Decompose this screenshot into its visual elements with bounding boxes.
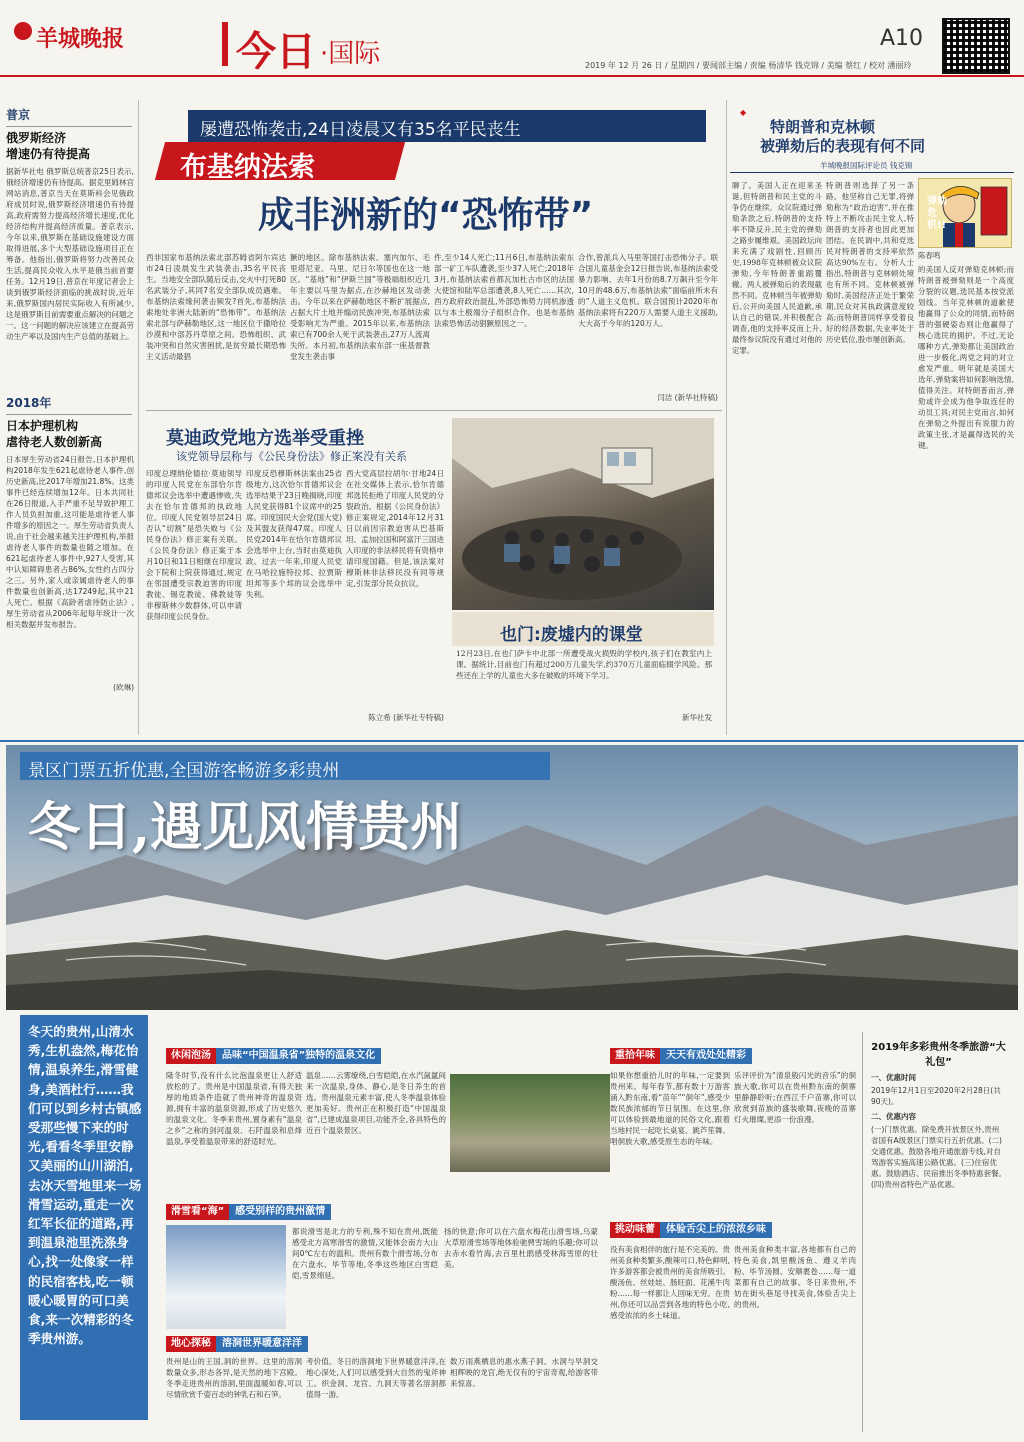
new-year-col-1: 如果你想重拾儿时的年味,一定要到贵州来。每年春节,都有数十万游客涌入黔东南,看“苗年”“侗年”,感受少数民族浓郁的节日氛围。在这里,你可以体验到最地道的民俗文化,跟着当地村民一起吃长桌宴、跳芦笙舞、唱侗族大歌,感受原生态的年味。 [610, 1071, 730, 1146]
ski-col-1: 都说滑雪是北方的专利,殊不知在贵州,既能感受北方高寒滑雪的激情,又能体会南方大山间0℃左右的温和。贵州有数个滑雪场,分布在六盘水、毕节等地,冬季这些地区白雪皑皑,雪景绵延。 [292, 1227, 438, 1280]
photo-hot-spring [450, 1074, 610, 1172]
section-food-header [610, 1222, 772, 1238]
section-tag: 挑动味蕾 [610, 1222, 660, 1238]
hot-spring-col-1: 隆冬时节,没有什么比泡温泉更让人舒适放松的了。贵州是中国温泉省,有得天独厚的地质条件造就了贵州神奇的温泉资源,拥有丰富的温泉资源,形成了历史悠久的温泉文化。冬季来贵州,置身素有“温泉之乡”之称的剑河温泉、石阡温泉和息烽温泉,享受着温泉带来的舒适时光。 [166, 1071, 302, 1146]
section-new-year-header [610, 1048, 752, 1064]
burkina-col-4: 合作,曾派兵入马里等国打击恐怖分子。联合国儿童基金会12日报告说,布基纳法索受暴力影响、去年1月份的8.7万飙升至今年10月的48.6万,布基纳法索“面临前所未有的”人道主义危机。联合国预计2020年布基纳法索将有220万人需要人道主义援助,大大高于今年的120万人。 [578, 253, 718, 328]
modi-headline: 莫迪政党地方选举受重挫 [166, 428, 364, 449]
divider [146, 410, 722, 411]
burkina-col-3: 件,至少14人死亡;11月6日,布基纳法索东部一矿工车队遭袭,至少37人死亡;2018年3月,布基纳法索首都瓦加杜古市区的法国大使馆和陆军总部遭袭,8人死亡……其次,西方政府政治混乱,外部恐怖势力同机渗透以与本土极端分子组织合作。也是布基纳法索恐怖活动猖獗原因之一。 [434, 253, 574, 328]
modi-col-1: 印度总理纳伦德拉·莫迪领导的印度人民党在东部恰尔肯德邦议会选举中遭遇惨败,失去在恰尔肯德邦的执政地位。印度人民党领导层24日否认“切割”是恐失败与《公民身份法》修正案有关联。《公民身份法》修正案于本月10日和11日相继在印度议会下院和上院获得通过,规定在邻国遭受宗教迫害的印度教徒、锡克教徒、佛教徒等非穆斯林少数群体,可以申请获得印度公民身份。 [146, 469, 242, 621]
sidebar-text-2: (一)门票优惠。除免费开放景区外,贵州省国有A级景区门票实行五折优惠。(二)交通优惠。鼓励各地开通旅游专线,对自驾游客实施高速公路优惠。(三)住宿优惠。鼓励酒店、民宿推出冬季特惠套餐。(四)贵州省特色产品优惠。 [871, 1125, 1006, 1189]
sidebar-title: 2019年多彩贵州冬季旅游“大礼包” [871, 1042, 1006, 1068]
section-title: 天天有戏处处精彩 [660, 1048, 752, 1064]
trump-headline-1: 特朗普和克林顿 [770, 118, 876, 136]
left-column [6, 106, 134, 733]
section-hot-spring-header [166, 1048, 381, 1064]
headline-japan-2: 虐待老人数创新高 [6, 435, 103, 449]
section-tag: 重拾年味 [610, 1048, 660, 1064]
cave-col-3: 数万雨燕栖息的惠水燕子洞、水洞与旱洞交相辉映的龙宫,绝无仅有的宇宙奇观,给游客带来惊喜。 [450, 1357, 598, 1388]
sidebar-heading-2: 二、优惠内容 [871, 1112, 916, 1121]
trump-col-3: 的美国人反对弹劾克林顿;而特朗普被弹劾则是一个高度分裂的议题,选民基本按党派划线。当年克林顿的道歉使他赢得了公众的同情,而特朗普的强硬姿态则让他赢得了核心选民的拥护。不过,无论哪种方式,弹劾都让美国政治进一步极化,两党之间的对立愈发严重。明年就是美国大选年,弹劾案将如何影响选情,值得关注。对特朗普而言,弹劾或许会成为他争取连任的动员工具;对民主党而言,如何在弹劾之外提出有说服力的政策主张,才是赢得选民的关键。 [918, 265, 1014, 450]
section-ski-header [166, 1204, 331, 1220]
photo-caption-credit: 新华社发 [682, 713, 712, 722]
sidebar-heading-1: 一、优惠时间 [871, 1073, 916, 1082]
headline-japan-1: 日本护理机构 [6, 419, 79, 433]
hot-spring-col-2: 温泉……云雾缭绕,白雪皑皑,在水汽氤氲间来一次温泉,身体、静心,是冬日养生的首选。贵州温泉元素丰富,使人冬季温泉体验更加美好。贵州正在积极打造“中国温泉省”,已建成温泉项目,功能齐全,各具特色的近百个温泉景区。 [306, 1071, 446, 1135]
cave-col-1: 贵州是山的王国,洞的世界。这里的溶洞数量众多,形态各异,是天然的地下宫殿。冬季走进贵州的溶洞,里面温暖如春,可以尽情欣赏千姿百态的钟乳石和石笋。 [166, 1357, 302, 1399]
trump-col-1: 聊了。美国人正在迎来圣诞,但特朗普和民主党的斗争仍在继续。众议院通过弹劾条款之后,特朗普的支持率不降反升,民主党的弹劾之路步履维艰。美国政坛向来充满了戏剧性,回顾历史,1998年克林顿被众议院弹劾,今年特朗普重蹈覆辙。两人被弹劾后的表现截然不同。克林顿当年被弹劾后,公开向美国人民道歉,承认自己的错误,并积极配合调查,他的支持率反而上升,最终参议院没有通过对他的定罪。 [732, 181, 822, 355]
newspaper-logo: 羊城晚报 [36, 26, 125, 52]
section-divider [222, 22, 228, 66]
trump-col-2: 特朗普则选择了另一条路。他坚称自己无罪,将弹劾称为“政治迫害”,并在推特上不断攻击民主党人,特朗普的支持者也因此更加团结。在民调中,共和党选民对特朗普的支持率依然高达90%左右。分析人士指出,特朗普与克林顿处境也有所不同。克林顿被弹劾时,美国经济正处于繁荣期,民众对其执政满意度较高;而特朗普同样享受着良好的经济数据,失业率处于历史低位,股市屡创新高。 [826, 181, 914, 344]
news-tag-putin: 普京 [6, 108, 31, 122]
section-title: 感受别样的贵州激情 [229, 1204, 331, 1220]
burkina-col-1: 西非国家布基纳法索北部苏姆省阿尔宾达市24日凌晨发生武装袭击,35名平民丧生。当地安全部队随后反击,交火中打死80名武装分子,其同7名安全部队成员遇难。布基纳法索缘何袭击频发?首先,布基纳法索地处非洲大陆新的“恐怖带”。布基纳法索北部与萨赫勒地区,这一地区位于撒哈拉沙漠和中部苏丹草原之间。恐怖组织、武装冲突和自然灾害困扰,是贫穷最长期恐怖主义活动最猖 [146, 253, 286, 361]
burkina-kicker: 屡遭恐怖袭击,24日凌晨又有35名平民丧生 [200, 120, 521, 140]
section-title: 体验舌尖上的浓浓乡味 [660, 1222, 772, 1238]
section-tag: 休闲泡汤 [166, 1048, 216, 1064]
guizhou-kicker: 景区门票五折优惠,全国游客畅游多彩贵州 [28, 761, 340, 781]
guizhou-intro: 冬天的贵州,山清水秀,生机盎然,梅花怡情,温泉养生,滑雪健身,美酒杜行……我们可以到乡村古镇感受那些慢下来的时光,看看冬季里安静又美丽的山川湖泊,去冰天雪地里来一场滑雪运动,重走一次红军长征的道路,再到温泉池里洗涤身心,找一处像家一样的民宿客栈,吃一顿暖心暖胃的可口美食,来一次精彩的冬季贵州游。 [28, 1024, 142, 1347]
logo-icon [14, 22, 32, 40]
masthead-rule [0, 75, 1024, 77]
sidebar-text-1: 2019年12月1日至2020年2月28日(共90天)。 [871, 1086, 1001, 1106]
burkina-credit: 闫洁 (新华社特稿) [657, 393, 718, 402]
headline-russia-2: 增速仍有待提高 [6, 147, 91, 161]
opinion-tag-icon: ◆ [740, 108, 747, 117]
news-tag-2018: 2018年 [6, 396, 52, 410]
food-col-2: 贵州美食种类丰富,各地都有自己的特色美食,凯里酸汤鱼、遵义羊肉粉、毕节汤圆、安顺裹卷……每一道菜都有自己的故事。冬日来贵州,不妨在街头巷尾寻找美食,体验舌尖上的贵州。 [734, 1245, 856, 1309]
masthead [0, 0, 1024, 76]
photo-ski-resort [166, 1225, 286, 1329]
burkina-headline: 布基纳法索 [180, 152, 315, 183]
column-divider [138, 100, 139, 735]
guizhou-title: 冬日,遇见风情贵州 [28, 797, 463, 858]
article-japan: 日本厚生劳动省24日报告,日本护理机构2018年发生621起虐待老人事件,创历史新高,比2017年增加21.8%。这类事件已经连续增加12年。日本共同社在26日报道,入手严重不足导致护理工作人员负担加重,这可能是虐待老人事件增多的原因之一。厚生劳动省负责人说,由于社会越来越关注护理机构,举报虐待老人事件的数量也随之增加。在621起虐待老人事件中,927人受害,其中认知障碍患者占86%,女性约占四分之三。另外,家人或亲属虐待老人的事件数量也创新高,达17249起,其中21人死亡。根据《高龄者虐待防止法》,厚生劳动省从2006年起每年统计一次相关数据并发布报告。 [6, 455, 134, 629]
divider [6, 414, 132, 415]
divider [6, 126, 132, 127]
burkina-headline-2: 成非洲新的“恐怖带” [258, 195, 594, 236]
section-cave-header [166, 1336, 308, 1352]
qr-code-icon[interactable] [942, 18, 1010, 74]
section-title: 溶洞世界暖意洋洋 [216, 1336, 308, 1352]
column-divider [726, 100, 727, 735]
modi-credit: 陈立希 (新华社专特稿) [368, 713, 444, 722]
cartoon-label: 弹劾危机!! [927, 196, 947, 231]
headline-russia-1: 俄罗斯经济 [6, 131, 67, 145]
section-tag: 地心探秘 [166, 1336, 216, 1352]
cartoon-artist: 陈春鸣 [918, 251, 941, 260]
tourism-package-sidebar [862, 1032, 1012, 1432]
cave-col-2: 考价值。冬日的溶洞地下世界暖意洋洋,在地心深处,人们可以感受到大自然的鬼斧神工。织金洞、龙宫、九洞天等著名溶洞都值得一游。 [306, 1357, 446, 1399]
modi-col-3: 西大党高层拉胡尔·甘地24日在社交媒体上表示,恰尔肯德邦选民拒绝了印度人民党的分裂政治。根据《公民身份法》修正案规定,2014年12月31日以前因宗教迫害从巴基斯坦、孟加拉国和阿富汗三国进入印度的非法移民将有资格申请印度国籍。但是,该法案对穆斯林非法移民没有同等规定,引发部分民众抗议。 [346, 469, 444, 588]
modi-col-2: 印度反恐穆斯林法案由25省级地方,这次恰尔肯德邦议会选举结果于23日晚揭晓,印度人民党获得81个议席中的25席。印度国民大会党(国大党)及其盟友获得47席。印度人民党2014年在恰尔肯德邦议会选举中上台,当时由莫迪执政。过去一年来,印度人民党在马哈拉施特拉邦、拉贾斯坦邦等多个邦的议会选举中失利。 [246, 469, 342, 599]
modi-subheadline: 该党领导层称与《公民身份法》修正案没有关系 [176, 450, 407, 463]
section-title: 今日 [236, 29, 316, 75]
section-tag: 滑雪看“海” [166, 1204, 229, 1220]
divider [730, 172, 1014, 173]
photo-caption-text: 12月23日,在也门萨卡中北部一所遭受战火损毁的学校内,孩子们在教室内上课。据统计,目前也门有超过200万儿童失学,约370万儿童面临辍学风险。那些还在上学的儿童也大多在破败的环境下学习。 [456, 649, 712, 680]
section-rule [0, 740, 1024, 742]
photo-yemen-classroom [452, 418, 714, 610]
section-subtitle: ·国际 [320, 39, 381, 69]
trump-headline-2: 被弹劾后的表现有何不同 [760, 137, 926, 155]
food-col-1: 没有美食相伴的旅行是不完美的。贵州美食种类繁多,酸辣可口,特色鲜明,许多游客都会被贵州的美食所吸引。酸汤鱼、丝娃娃、肠旺面、花溪牛肉粉……每一样都让人回味无穷。在贵州,你还可以品尝到各地的特色小吃,感受浓浓的乡土味道。 [610, 1245, 730, 1320]
photo-caption-title: 也门:废墟内的课堂 [500, 625, 643, 645]
page-number: A10 [880, 26, 924, 51]
new-year-col-2: 乐评评价为“清泉般闪光的音乐”的侗族大歌,你可以在贵州黔东南的侗寨里静静聆听;在西江千户苗寨,你可以欣赏到苗族的盛装歌舞,夜晚的苗寨灯火璀璨,更添一份浪漫。 [734, 1071, 856, 1124]
photo-scene-icon [452, 418, 714, 610]
article-russia: 据新华社电 俄罗斯总统普京25日表示,俄经济增速仍有待提高。据克里姆林宫网站消息,普京当天在莫斯科会见俄政府成员时说,俄罗斯经济增速仍有待提高,政府需努力提高经济增长速度,优化经济结构并提高经济质量。普京表示,今年以来,俄罗斯在基础设施建设方面取得进展,多个大型基础设施项目正在筹备。他指出,俄罗斯将努力改善民众生活,提高民众收入水平是俄当前首要任务。12月19日,普京在年度记者会上谈到俄罗斯经济面临的挑战时说,近年来,俄罗斯国内居民实际收入有所减少,这是俄罗斯目前需要重点解决的问题之一。这一问题的解决应该建立在提高劳动生产率以及国内生产总值的基础上。 [6, 167, 134, 341]
dateline: 2019 年 12 月 26 日 / 星期四 / 要闻部主编 / 责编 杨清华 钱克锦 / 美编 蔡红 / 校对 潘丽玲 [585, 61, 912, 70]
burkina-col-2: 獗的地区。除布基纳法索、塞内加尔、毛里塔尼亚、马里、尼日尔等国也在这一地区。“基地”和“伊斯兰国”等极端组织近几年主要以马里为据点,在沙赫地区发动袭击。今年以来在萨赫勒地区不断扩展据点,占据大片土地并煽动民族冲突,布基纳法索受影响尤为严重。2015年以来,布基纳法索已有700余人死于武装袭击,27万人流离失所。本月初,布基纳法索东部一座基督教堂发生袭击事 [290, 253, 430, 361]
article-credit: (欧琳) [113, 683, 134, 692]
ski-col-2: 扬的快意;你可以在六盘水梅花山滑雪场,乌蒙大草原滑雪场等地体验驰骋雪场的乐趣;你可以去赤水看竹海,去百里杜鹃感受林海雪原的壮美。 [444, 1227, 598, 1269]
section-title: 品味“中国温泉省”独特的温泉文化 [216, 1048, 381, 1064]
trump-byline: 羊城晚报国际评论员 钱克锦 [820, 161, 913, 170]
